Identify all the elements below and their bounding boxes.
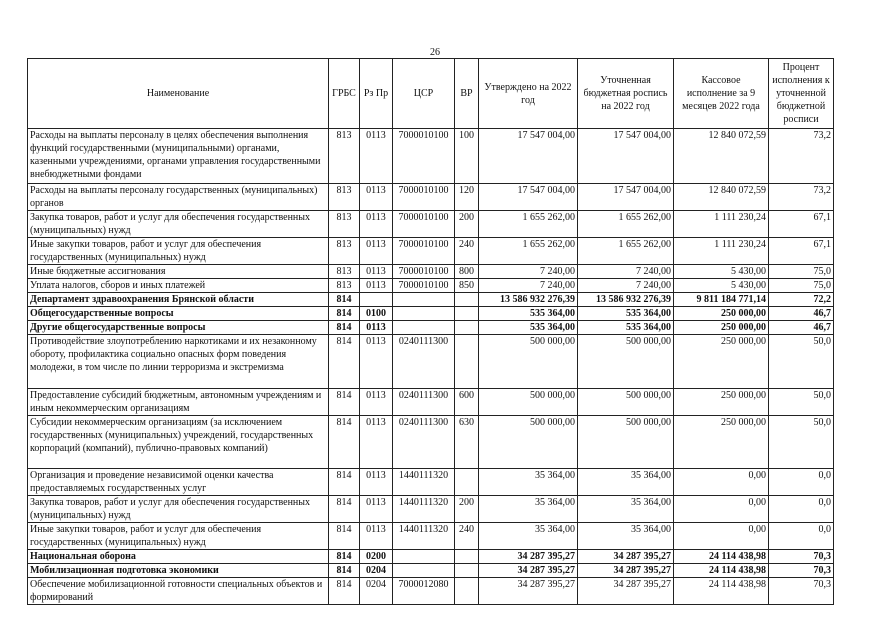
cell-name: Расходы на выплаты персоналу в целях обеспечения выполнения функций государственными (муниципальными) органами, казенными учреждениями, органами управления государственными внебюджетными фондами: [28, 129, 329, 184]
cell-csr: 7000010100: [393, 279, 455, 293]
cell-approved: 34 287 395,27: [479, 564, 578, 578]
table-row: [28, 307, 834, 321]
cell-grbs: 814: [329, 335, 360, 389]
cell-rz-pr: 0113: [360, 416, 393, 469]
cell-cash: 12 840 072,59: [674, 184, 769, 211]
table-row: [28, 469, 834, 496]
cell-cash: 0,00: [674, 496, 769, 523]
cell-name: Общегосударственные вопросы: [28, 307, 329, 321]
cell-cash: 12 840 072,59: [674, 129, 769, 184]
cell-vr: 200: [455, 496, 479, 523]
cell-percent: 50,0: [769, 389, 834, 416]
cell-csr: 7000010100: [393, 265, 455, 279]
cell-grbs: 814: [329, 550, 360, 564]
cell-vr: [455, 335, 479, 389]
cell-grbs: 814: [329, 523, 360, 550]
cell-cash: 1 111 230,24: [674, 211, 769, 238]
cell-percent: 70,3: [769, 550, 834, 564]
cell-name: Мобилизационная подготовка экономики: [28, 564, 329, 578]
cell-csr: [393, 321, 455, 335]
cell-refined: 34 287 395,27: [578, 564, 674, 578]
cell-csr: 1440111320: [393, 523, 455, 550]
cell-percent: 73,2: [769, 184, 834, 211]
cell-refined: 500 000,00: [578, 416, 674, 469]
cell-vr: [455, 550, 479, 564]
cell-percent: 70,3: [769, 578, 834, 605]
header-csr: ЦСР: [393, 59, 455, 129]
cell-vr: 240: [455, 238, 479, 265]
cell-cash: 250 000,00: [674, 321, 769, 335]
cell-refined: 500 000,00: [578, 389, 674, 416]
cell-name: Противодействие злоупотреблению наркотиками и их незаконному обороту, профилактика социально опасных форм поведения молодежи, в том числе по линии терроризма и экстремизма: [28, 335, 329, 389]
cell-percent: 70,3: [769, 564, 834, 578]
cell-cash: 5 430,00: [674, 265, 769, 279]
cell-refined: 17 547 004,00: [578, 129, 674, 184]
cell-vr: [455, 469, 479, 496]
cell-name: Обеспечение мобилизационной готовности специальных объектов и формирований: [28, 578, 329, 605]
cell-csr: 7000010100: [393, 211, 455, 238]
cell-grbs: 813: [329, 279, 360, 293]
cell-cash: 24 114 438,98: [674, 564, 769, 578]
cell-csr: [393, 293, 455, 307]
cell-approved: 1 655 262,00: [479, 238, 578, 265]
cell-cash: 250 000,00: [674, 416, 769, 469]
cell-approved: 535 364,00: [479, 321, 578, 335]
cell-rz-pr: 0113: [360, 335, 393, 389]
cell-csr: 0240111300: [393, 335, 455, 389]
cell-vr: 120: [455, 184, 479, 211]
cell-percent: 75,0: [769, 265, 834, 279]
table-row: [28, 184, 834, 211]
header-grbs: ГРБС: [329, 59, 360, 129]
cell-approved: 13 586 932 276,39: [479, 293, 578, 307]
cell-rz-pr: 0113: [360, 265, 393, 279]
cell-rz-pr: [360, 293, 393, 307]
cell-csr: 7000012080: [393, 578, 455, 605]
table-row: [28, 496, 834, 523]
cell-csr: [393, 307, 455, 321]
table-row: [28, 321, 834, 335]
cell-percent: 0,0: [769, 523, 834, 550]
header-vr: ВР: [455, 59, 479, 129]
cell-refined: 535 364,00: [578, 307, 674, 321]
cell-grbs: 813: [329, 265, 360, 279]
header-rz-pr: Рз Пр: [360, 59, 393, 129]
cell-name: Субсидии некоммерческим организациям (за исключением государственных (муниципальных) учреждений, государственных корпораций (компаний), публично-правовых компаний): [28, 416, 329, 469]
cell-name: Закупка товаров, работ и услуг для обеспечения государственных (муниципальных) нужд: [28, 211, 329, 238]
cell-vr: [455, 564, 479, 578]
cell-name: Предоставление субсидий бюджетным, автономным учреждениям и иным некоммерческим организациям: [28, 389, 329, 416]
cell-grbs: 814: [329, 578, 360, 605]
cell-approved: 17 547 004,00: [479, 129, 578, 184]
cell-cash: 24 114 438,98: [674, 578, 769, 605]
cell-vr: 600: [455, 389, 479, 416]
cell-approved: 34 287 395,27: [479, 550, 578, 564]
cell-refined: 13 586 932 276,39: [578, 293, 674, 307]
cell-csr: [393, 550, 455, 564]
table-row: [28, 523, 834, 550]
cell-csr: 7000010100: [393, 238, 455, 265]
cell-percent: 46,7: [769, 321, 834, 335]
table-row: [28, 564, 834, 578]
header-name: Наименование: [28, 59, 329, 129]
table-body: [28, 129, 834, 605]
budget-table: [27, 58, 834, 605]
cell-name: Иные закупки товаров, работ и услуг для обеспечения государственных (муниципальных) нужд: [28, 523, 329, 550]
cell-rz-pr: 0113: [360, 389, 393, 416]
cell-name: Расходы на выплаты персоналу государственных (муниципальных) органов: [28, 184, 329, 211]
table-row: [28, 335, 834, 389]
cell-rz-pr: 0100: [360, 307, 393, 321]
header-refined: Уточненная бюджетная роспись на 2022 год: [578, 59, 674, 129]
cell-grbs: 814: [329, 307, 360, 321]
cell-name: Уплата налогов, сборов и иных платежей: [28, 279, 329, 293]
cell-approved: 1 655 262,00: [479, 211, 578, 238]
cell-rz-pr: 0113: [360, 279, 393, 293]
cell-refined: 35 364,00: [578, 523, 674, 550]
table-row: [28, 293, 834, 307]
cell-percent: 67,1: [769, 211, 834, 238]
cell-rz-pr: 0113: [360, 238, 393, 265]
cell-rz-pr: 0113: [360, 129, 393, 184]
cell-percent: 75,0: [769, 279, 834, 293]
cell-csr: 1440111320: [393, 496, 455, 523]
cell-rz-pr: 0113: [360, 523, 393, 550]
cell-cash: 9 811 184 771,14: [674, 293, 769, 307]
cell-rz-pr: 0113: [360, 321, 393, 335]
cell-cash: 250 000,00: [674, 335, 769, 389]
cell-grbs: 814: [329, 389, 360, 416]
cell-refined: 1 655 262,00: [578, 211, 674, 238]
cell-csr: 7000010100: [393, 129, 455, 184]
cell-name: Департамент здравоохранения Брянской области: [28, 293, 329, 307]
cell-name: Организация и проведение независимой оценки качества предоставляемых государственных услуг: [28, 469, 329, 496]
cell-name: Иные бюджетные ассигнования: [28, 265, 329, 279]
cell-grbs: 813: [329, 211, 360, 238]
cell-rz-pr: 0113: [360, 496, 393, 523]
cell-refined: 35 364,00: [578, 496, 674, 523]
cell-approved: 34 287 395,27: [479, 578, 578, 605]
cell-refined: 7 240,00: [578, 265, 674, 279]
cell-approved: 35 364,00: [479, 496, 578, 523]
cell-grbs: 814: [329, 293, 360, 307]
header-cash: Кассовое исполнение за 9 месяцев 2022 года: [674, 59, 769, 129]
cell-vr: 630: [455, 416, 479, 469]
cell-grbs: 813: [329, 238, 360, 265]
table-row: [28, 129, 834, 184]
table-row: [28, 279, 834, 293]
cell-name: Закупка товаров, работ и услуг для обеспечения государственных (муниципальных) нужд: [28, 496, 329, 523]
cell-approved: 35 364,00: [479, 523, 578, 550]
table-row: [28, 416, 834, 469]
cell-grbs: 814: [329, 496, 360, 523]
cell-csr: 0240111300: [393, 389, 455, 416]
table-row: [28, 211, 834, 238]
table-header-row: [28, 59, 834, 129]
cell-cash: 0,00: [674, 523, 769, 550]
cell-vr: [455, 293, 479, 307]
cell-cash: 5 430,00: [674, 279, 769, 293]
cell-vr: 800: [455, 265, 479, 279]
cell-refined: 35 364,00: [578, 469, 674, 496]
cell-percent: 0,0: [769, 496, 834, 523]
cell-percent: 72,2: [769, 293, 834, 307]
cell-vr: 200: [455, 211, 479, 238]
cell-rz-pr: 0113: [360, 211, 393, 238]
table-row: [28, 265, 834, 279]
cell-percent: 67,1: [769, 238, 834, 265]
cell-csr: 1440111320: [393, 469, 455, 496]
table-row: [28, 578, 834, 605]
cell-rz-pr: 0113: [360, 469, 393, 496]
cell-grbs: 814: [329, 416, 360, 469]
cell-percent: 0,0: [769, 469, 834, 496]
cell-refined: 34 287 395,27: [578, 578, 674, 605]
table-row: [28, 238, 834, 265]
cell-approved: 17 547 004,00: [479, 184, 578, 211]
cell-grbs: 813: [329, 129, 360, 184]
cell-refined: 1 655 262,00: [578, 238, 674, 265]
cell-cash: 250 000,00: [674, 389, 769, 416]
cell-grbs: 814: [329, 564, 360, 578]
cell-rz-pr: 0204: [360, 564, 393, 578]
cell-cash: 24 114 438,98: [674, 550, 769, 564]
cell-csr: [393, 564, 455, 578]
cell-approved: 35 364,00: [479, 469, 578, 496]
header-approved: Утверждено на 2022 год: [479, 59, 578, 129]
cell-csr: 0240111300: [393, 416, 455, 469]
cell-percent: 73,2: [769, 129, 834, 184]
cell-csr: 7000010100: [393, 184, 455, 211]
cell-grbs: 814: [329, 321, 360, 335]
cell-refined: 17 547 004,00: [578, 184, 674, 211]
cell-percent: 46,7: [769, 307, 834, 321]
cell-name: Другие общегосударственные вопросы: [28, 321, 329, 335]
cell-refined: 7 240,00: [578, 279, 674, 293]
cell-percent: 50,0: [769, 335, 834, 389]
cell-name: Иные закупки товаров, работ и услуг для обеспечения государственных (муниципальных) нужд: [28, 238, 329, 265]
cell-percent: 50,0: [769, 416, 834, 469]
cell-grbs: 814: [329, 469, 360, 496]
cell-refined: 500 000,00: [578, 335, 674, 389]
cell-cash: 1 111 230,24: [674, 238, 769, 265]
cell-approved: 500 000,00: [479, 335, 578, 389]
cell-vr: 100: [455, 129, 479, 184]
cell-approved: 500 000,00: [479, 416, 578, 469]
cell-approved: 7 240,00: [479, 279, 578, 293]
cell-grbs: 813: [329, 184, 360, 211]
cell-approved: 500 000,00: [479, 389, 578, 416]
cell-rz-pr: 0200: [360, 550, 393, 564]
table-row: [28, 550, 834, 564]
cell-vr: 850: [455, 279, 479, 293]
table-row: [28, 389, 834, 416]
cell-refined: 535 364,00: [578, 321, 674, 335]
cell-name: Национальная оборона: [28, 550, 329, 564]
cell-vr: [455, 321, 479, 335]
page-number: 26: [430, 47, 440, 58]
cell-cash: 0,00: [674, 469, 769, 496]
cell-cash: 250 000,00: [674, 307, 769, 321]
cell-vr: [455, 307, 479, 321]
cell-refined: 34 287 395,27: [578, 550, 674, 564]
cell-rz-pr: 0204: [360, 578, 393, 605]
header-percent: Процент исполнения к уточненной бюджетной росписи: [769, 59, 834, 129]
cell-approved: 535 364,00: [479, 307, 578, 321]
cell-vr: 240: [455, 523, 479, 550]
cell-rz-pr: 0113: [360, 184, 393, 211]
cell-approved: 7 240,00: [479, 265, 578, 279]
cell-vr: [455, 578, 479, 605]
